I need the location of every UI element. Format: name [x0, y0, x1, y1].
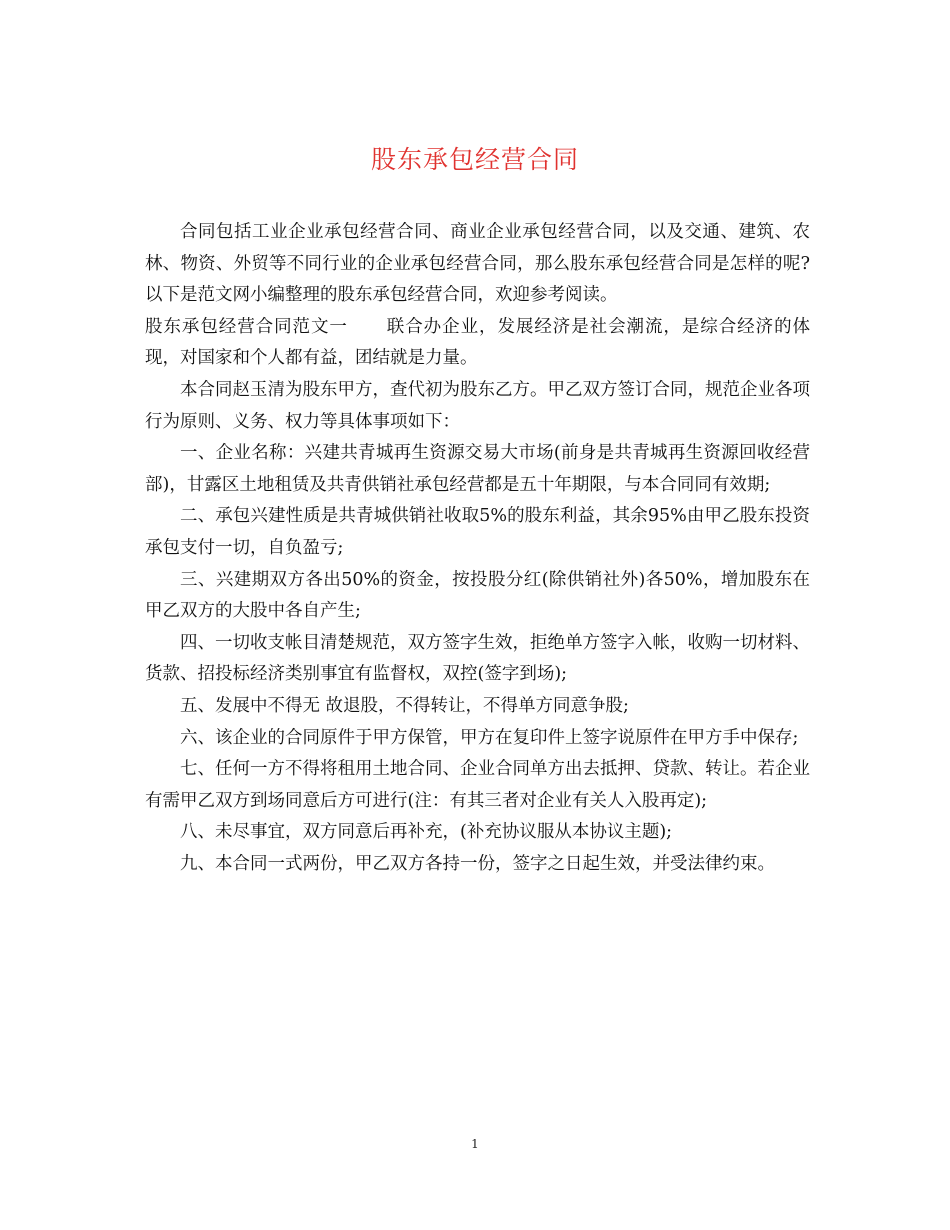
- page-number: 1: [471, 1137, 479, 1151]
- clause-3: 三、兴建期双方各出50%的资金，按投股分红(除供销社外)各50%，增加股东在甲乙双方的大股中各自产生;: [145, 569, 810, 622]
- document-body: [145, 217, 810, 880]
- clause-5: 五、发展中不得无 故退股，不得转让，不得单方同意争股;: [180, 695, 629, 716]
- clause-1: 一、企业名称：兴建共青城再生资源交易大市场(前身是共青城再生资源回收经营部)，甘露区土地租赁及共青供销社承包经营都是五十年期限，与本合同同有效期;: [145, 443, 810, 495]
- sample-paragraph: [145, 312, 810, 375]
- clause-2: 二、承包兴建性质是共青城供销社收取5%的股东利益，其余95%由甲乙股东投资承包支付一切，自负盈亏;: [145, 506, 810, 558]
- document-title: 股东承包经营合同: [370, 145, 579, 174]
- clause-7: 七、任何一方不得将租用土地合同、企业合同单方出去抵押、贷款、转让。若企业有需甲乙双方到场同意后方可进行(注：有其三者对企业有关人入股再定);: [145, 759, 810, 811]
- clause-9: 九、本合同一式两份，甲乙双方各持一份，签字之日起生效，并受法律约束。: [180, 853, 775, 874]
- clause-8: 八、未尽事宜，双方同意后再补充，(补充协议服从本协议主题);: [180, 822, 673, 843]
- clause-4: 四、一切收支帐目清楚规范，双方签字生效，拒绝单方签字入帐，收购一切材料、货款、招投标经济类别事宜有监督权，双控(签字到场);: [145, 632, 810, 685]
- sample-intro: 联合办企业，发展经济是社会潮流，是综合经济的体现，对国家和个人都有益，团结就是力量。: [145, 316, 811, 369]
- sample-heading: 股东承包经营合同范文一: [145, 316, 348, 337]
- clause-6: 六、该企业的合同原件于甲方保管，甲方在复印件上签字说原件在甲方手中保存;: [180, 727, 799, 748]
- parties-paragraph: 本合同赵玉清为股东甲方，查代初为股东乙方。甲乙双方签订合同，规范企业各项行为原则、义务、权力等具体事项如下：: [145, 379, 810, 432]
- intro-paragraph: 合同包括工业企业承包经营合同、商业企业承包经营合同，以及交通、建筑、农林、物资、外贸等不同行业的企业承包经营合同，那么股东承包经营合同是怎样的呢?以下是范文网小编整理的股东承包经营合同，欢迎参考阅读。: [145, 222, 810, 306]
